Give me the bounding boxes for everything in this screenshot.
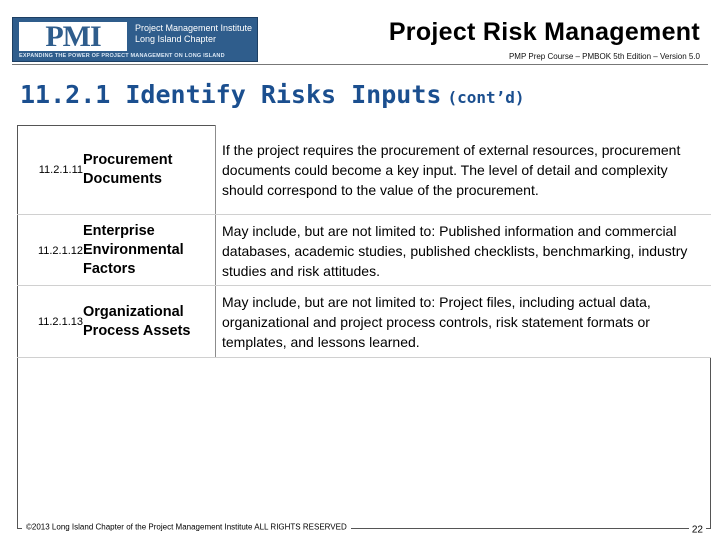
logo-org-name: Project Management Institute bbox=[135, 23, 253, 33]
table-row bbox=[17, 214, 711, 286]
logo-chapter-name: Long Island Chapter bbox=[135, 34, 217, 44]
table-row bbox=[17, 285, 711, 358]
slide-title bbox=[20, 80, 525, 109]
header-divider bbox=[12, 64, 708, 65]
row-id: 11.2.1.13 bbox=[37, 316, 83, 328]
pmi-chapter-logo bbox=[12, 17, 258, 62]
table-bottom-rule bbox=[17, 357, 711, 358]
logo-mark: PMI bbox=[19, 22, 127, 51]
slide-title-suffix: (cont’d) bbox=[447, 88, 525, 107]
row-name: Enterprise Environmental Factors bbox=[83, 223, 184, 277]
row-description: May include, but are not limited to: Project files, including actual data, organizational and project process controls, risk statement formats or templates, and lessons learned. bbox=[215, 286, 711, 358]
row-description: May include, but are not limited to: Published information and commercial databases, academic studies, published checklists, benchmarking, industry studies and risk attitudes. bbox=[215, 215, 711, 286]
row-name: Organizational Process Assets bbox=[83, 304, 191, 339]
header-subtitle: PMP Prep Course – PMBOK 5th Edition – Version 5.0 bbox=[508, 52, 700, 61]
footer-copyright: ©2013 Long Island Chapter of the Project Management Institute ALL RIGHTS RESERVED bbox=[22, 523, 351, 532]
table-row bbox=[17, 125, 711, 214]
page-number: 22 bbox=[689, 525, 706, 536]
header-title: Project Risk Management bbox=[388, 18, 700, 46]
row-id: 11.2.1.12 bbox=[37, 244, 83, 257]
logo-tagline: EXPANDING THE POWER OF PROJECT MANAGEMENT ON LONG ISLAND bbox=[19, 53, 225, 59]
row-id: 11.2.1.11 bbox=[38, 163, 83, 176]
slide-title-main: 11.2.1 Identify Risks Inputs bbox=[20, 80, 442, 109]
row-description: If the project requires the procurement of external resources, procurement documents could become a key input. The level of detail and complexity should correspond to the value of the procurement. bbox=[215, 125, 711, 214]
row-name: Procurement Documents bbox=[83, 151, 173, 187]
